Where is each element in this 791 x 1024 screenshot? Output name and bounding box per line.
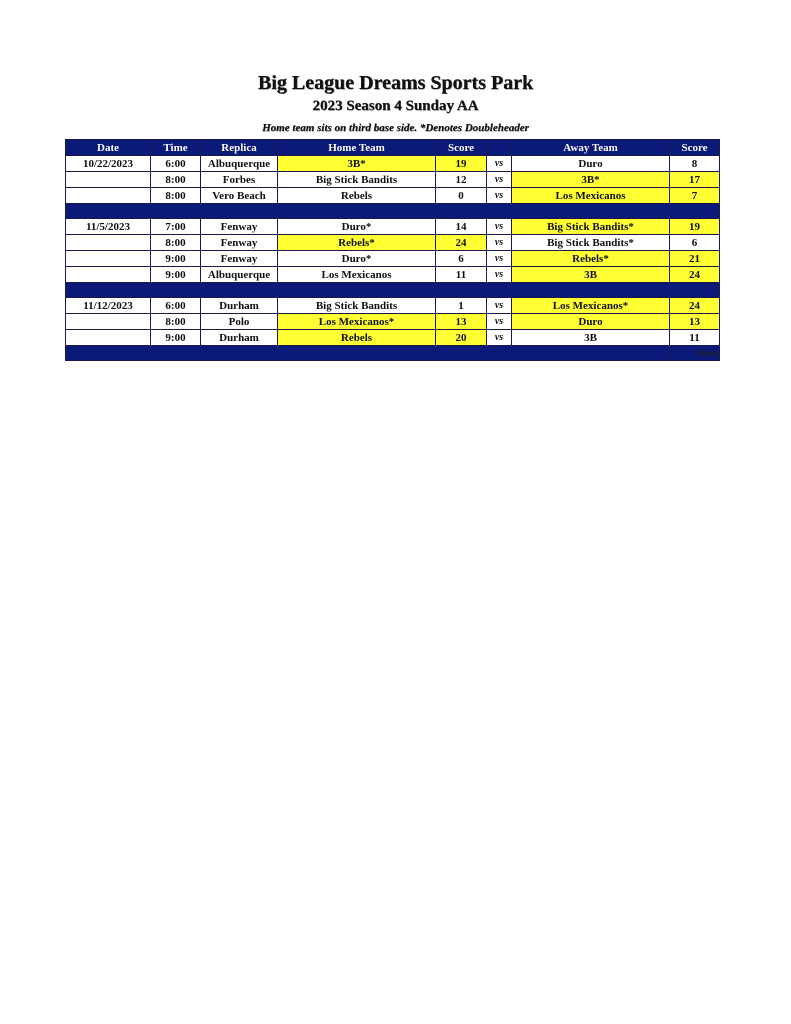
schedule-note: Home team sits on third base side. *Denotes Doubleheader (262, 122, 529, 134)
away-team: Big Stick Bandits* (512, 219, 670, 235)
vs-label: vs (487, 156, 512, 172)
home-team: Los Mexicanos (278, 267, 436, 283)
game-row (66, 330, 720, 346)
away-team: Duro (512, 156, 670, 172)
home-team: 3B* (278, 156, 436, 172)
home-score: 1 (436, 298, 487, 314)
footer-score-label: Score (670, 346, 720, 361)
away-team: Duro (512, 314, 670, 330)
game-time: 8:00 (151, 314, 201, 330)
col-header-time: Time (151, 140, 201, 156)
game-time: 8:00 (151, 172, 201, 188)
away-team: 3B (512, 267, 670, 283)
home-score: 0 (436, 188, 487, 204)
away-score: 17 (670, 172, 720, 188)
away-team: Big Stick Bandits* (512, 235, 670, 251)
away-score: 19 (670, 219, 720, 235)
home-team: Big Stick Bandits (278, 298, 436, 314)
home-team: Rebels (278, 330, 436, 346)
vs-label: vs (487, 267, 512, 283)
game-date (66, 235, 151, 251)
col-header-away-team: Away Team (512, 140, 670, 156)
away-score: 24 (670, 298, 720, 314)
game-row (66, 235, 720, 251)
home-score: 13 (436, 314, 487, 330)
vs-label: vs (487, 298, 512, 314)
away-score: 8 (670, 156, 720, 172)
away-score: 11 (670, 330, 720, 346)
game-date (66, 330, 151, 346)
game-time: 9:00 (151, 330, 201, 346)
game-date (66, 251, 151, 267)
game-date (66, 267, 151, 283)
game-replica: Vero Beach (201, 188, 278, 204)
game-time: 8:00 (151, 188, 201, 204)
home-score: 20 (436, 330, 487, 346)
game-date: 11/12/2023 (66, 298, 151, 314)
game-replica: Albuquerque (201, 156, 278, 172)
away-team: 3B* (512, 172, 670, 188)
home-team: Rebels* (278, 235, 436, 251)
home-score: 24 (436, 235, 487, 251)
game-replica: Durham (201, 330, 278, 346)
game-date (66, 188, 151, 204)
col-header-date: Date (66, 140, 151, 156)
home-team: Duro* (278, 219, 436, 235)
schedule-table (65, 139, 720, 361)
home-score: 12 (436, 172, 487, 188)
game-row (66, 219, 720, 235)
away-team: Los Mexicanos (512, 188, 670, 204)
away-team: 3B (512, 330, 670, 346)
separator-cell (66, 204, 720, 219)
game-time: 6:00 (151, 156, 201, 172)
game-row (66, 267, 720, 283)
game-row (66, 251, 720, 267)
game-replica: Albuquerque (201, 267, 278, 283)
game-time: 7:00 (151, 219, 201, 235)
game-row (66, 172, 720, 188)
game-replica: Polo (201, 314, 278, 330)
game-time: 9:00 (151, 267, 201, 283)
home-team: Rebels (278, 188, 436, 204)
home-team: Big Stick Bandits (278, 172, 436, 188)
game-replica: Fenway (201, 235, 278, 251)
home-score: 11 (436, 267, 487, 283)
page-subtitle: 2023 Season 4 Sunday AA (312, 98, 479, 114)
away-score: 21 (670, 251, 720, 267)
col-header-vs (487, 140, 512, 156)
game-row (66, 298, 720, 314)
separator-cell (66, 283, 720, 298)
game-date: 10/22/2023 (66, 156, 151, 172)
away-score: 24 (670, 267, 720, 283)
game-row (66, 156, 720, 172)
page-title: Big League Dreams Sports Park (257, 72, 534, 94)
vs-label: vs (487, 219, 512, 235)
table-footer (66, 346, 720, 361)
week-separator (66, 204, 720, 219)
home-score: 6 (436, 251, 487, 267)
away-score: 6 (670, 235, 720, 251)
header-row (66, 140, 720, 156)
col-header-home-score: Score (436, 140, 487, 156)
home-score: 19 (436, 156, 487, 172)
game-replica: Durham (201, 298, 278, 314)
away-team: Rebels* (512, 251, 670, 267)
col-header-away-score: Score (670, 140, 720, 156)
col-header-replica: Replica (201, 140, 278, 156)
game-replica: Forbes (201, 172, 278, 188)
week-separator (66, 283, 720, 298)
vs-label: vs (487, 172, 512, 188)
game-time: 9:00 (151, 251, 201, 267)
vs-label: vs (487, 235, 512, 251)
home-team: Duro* (278, 251, 436, 267)
game-date: 11/5/2023 (66, 219, 151, 235)
away-team: Los Mexicanos* (512, 298, 670, 314)
home-team: Los Mexicanos* (278, 314, 436, 330)
away-score: 13 (670, 314, 720, 330)
vs-label: vs (487, 314, 512, 330)
game-replica: Fenway (201, 251, 278, 267)
game-replica: Fenway (201, 219, 278, 235)
vs-label: vs (487, 251, 512, 267)
game-time: 6:00 (151, 298, 201, 314)
game-date (66, 172, 151, 188)
game-date (66, 314, 151, 330)
game-row (66, 188, 720, 204)
footer-spacer (66, 346, 670, 361)
game-row (66, 314, 720, 330)
vs-label: vs (487, 330, 512, 346)
home-score: 14 (436, 219, 487, 235)
game-time: 8:00 (151, 235, 201, 251)
vs-label: vs (487, 188, 512, 204)
away-score: 7 (670, 188, 720, 204)
col-header-home-team: Home Team (278, 140, 436, 156)
